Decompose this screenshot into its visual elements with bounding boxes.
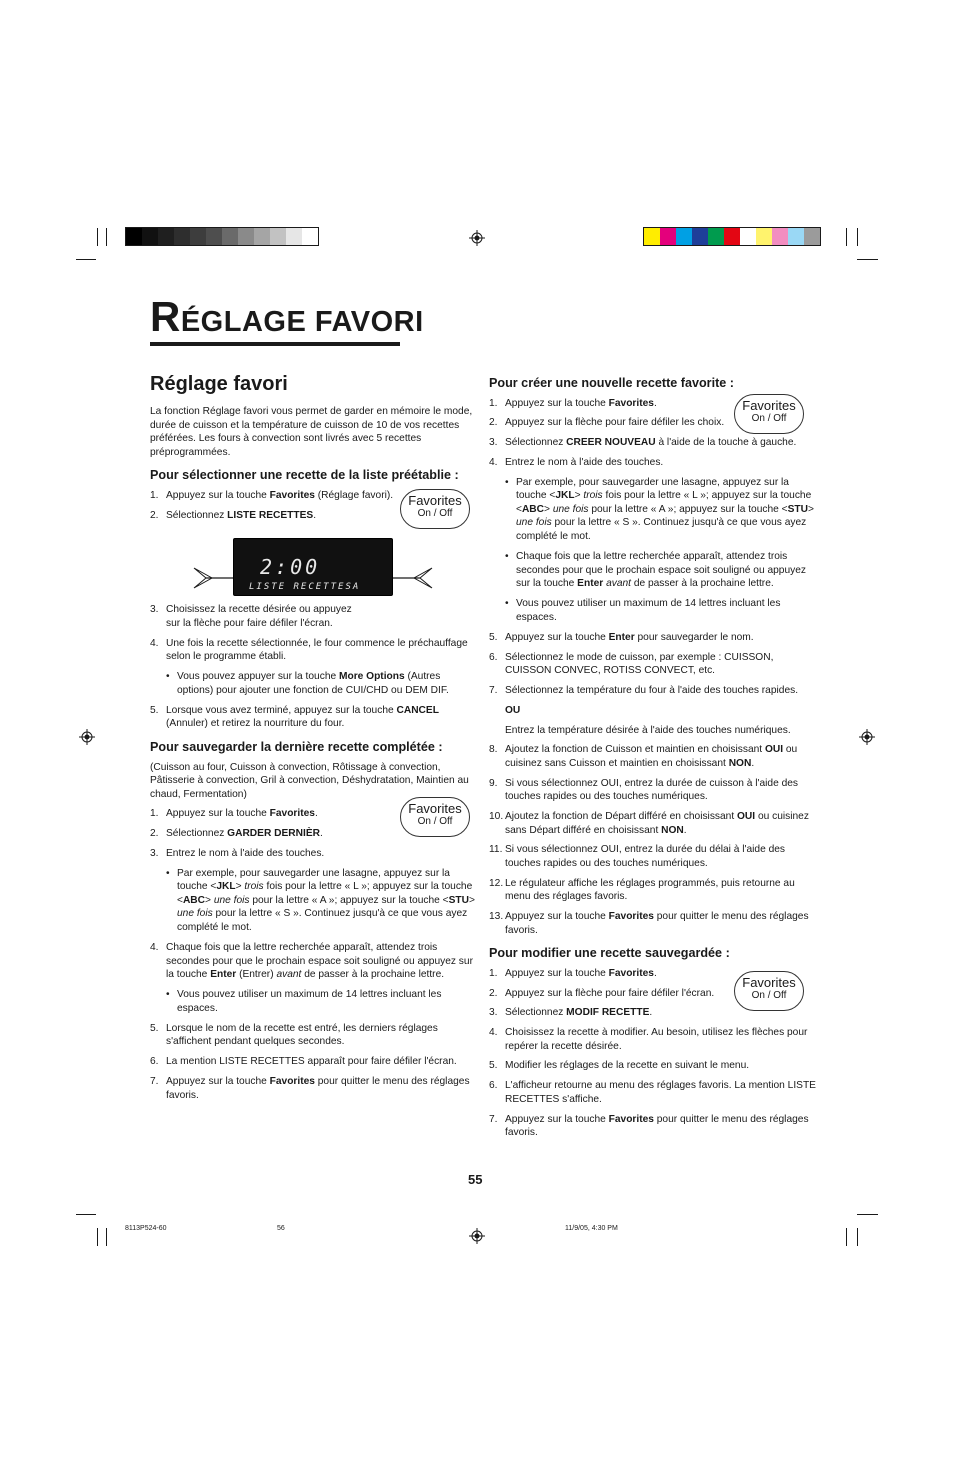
list-item: • Par exemple, pour sauvegarder une lasagne, appuyez sur la touche <JKL> trois fois pour la lettre « L »; appuyez sur la touche <ABC> une fois pour la lettre « A »; appuyez sur la touche <STU> une fois pour la lettre « S ». Continuez jusqu'à ce que vous ayez complété le mot.: [166, 867, 478, 935]
title-underline: [150, 342, 400, 346]
favorites-label: Favorites: [408, 801, 462, 816]
save-recipe-heading: Pour sauvegarder la dernière recette complétée :: [150, 740, 443, 755]
list-item: 9. Si vous sélectionnez OUI, entrez la durée de cuisson à l'aide des touches rapides ou des touches numériques.: [489, 777, 799, 803]
right-column: [489, 376, 817, 1146]
favorites-label: Favorites: [742, 975, 796, 990]
favorites-button-illustration: [400, 797, 470, 837]
list-item: 5. Modifier les réglages de la recette en suivant le menu.: [489, 1060, 750, 1072]
favorites-label: Favorites: [408, 493, 462, 508]
list-item: • Vous pouvez utiliser un maximum de 14 lettres incluant les espaces.: [505, 597, 817, 624]
color-swatch: [804, 228, 820, 245]
color-swatch: [692, 228, 708, 245]
list-item: 6. L'afficheur retourne au menu des réglages favoris. La mention LISTE RECETTES s'affiche.: [489, 1080, 816, 1105]
list-item: 7. Appuyez sur la touche Favorites pour quitter le menu des réglages favoris.: [489, 1113, 809, 1139]
list-item: 3. Sélectionnez MODIF RECETTE.: [489, 1007, 653, 1019]
list-item: 13. Appuyez sur la touche Favorites pour quitter le menu des réglages favoris.: [489, 911, 809, 936]
intro-paragraph: La fonction Réglage favori vous permet de garder en mémoire le mode, durée de cuisson et la température de cuisson de 10 de vos recettes préférées. Les fours à convection sont livrés avec 5 recettes préprogrammées.: [150, 406, 473, 458]
color-swatch: [708, 228, 724, 245]
list-item: 7. Appuyez sur la touche Favorites pour quitter le menu des réglages favoris.: [150, 1075, 470, 1101]
color-swatch: [302, 228, 318, 245]
list-item: 5. Lorsque vous avez terminé, appuyez sur la touche CANCEL (Annuler) et retirez la nourriture du four.: [150, 704, 439, 730]
list-item: 1. Appuyez sur la touche Favorites.: [489, 967, 657, 979]
or-alternative-text: Entrez la température désirée à l'aide des touches numériques.: [505, 724, 791, 736]
list-item: 4. Une fois la recette sélectionnée, le four commence le préchauffage selon le programme établi.: [150, 637, 468, 663]
color-calibration-bar: [643, 227, 821, 246]
color-swatch: [238, 228, 254, 245]
favorites-sublabel: On / Off: [751, 990, 787, 1001]
list-item: • Vous pouvez utiliser un maximum de 14 lettres incluant les espaces.: [166, 988, 478, 1015]
list-item: 8. Ajoutez la fonction de Cuisson et maintien en choisissant OUI ou cuisinez sans Cuisson et maintien en choisissant NON.: [489, 744, 798, 769]
color-swatch: [676, 228, 692, 245]
color-swatch: [788, 228, 804, 245]
favorites-button-illustration: [734, 971, 804, 1011]
select-recipe-heading: Pour sélectionner une recette de la liste préétablie :: [150, 468, 459, 483]
list-item: 2. Sélectionnez LISTE RECETTES.: [150, 509, 317, 521]
list-item: 7. Sélectionnez la température du four à l'aide des touches rapides.: [489, 685, 799, 697]
list-item: • Vous pouvez appuyer sur la touche More Options (Autres options) pour ajouter une fonction de CUI/CHD ou DEM DIF.: [166, 670, 478, 697]
list-item: 12. Le régulateur affiche les réglages programmés, puis retourne au menu des réglages favoris.: [489, 877, 795, 903]
favorites-sublabel: On / Off: [751, 413, 787, 424]
color-swatch: [142, 228, 158, 245]
create-recipe-heading: Pour créer une nouvelle recette favorite :: [489, 376, 734, 390]
page-title-rest: ÉGLAGE FAVORI: [180, 306, 424, 338]
favorites-label: Favorites: [742, 398, 796, 413]
color-swatch: [206, 228, 222, 245]
save-note: (Cuisson au four, Cuisson à convection, Rôtissage à convection, Pâtisserie à convection, Gril à convection, Déshydratation, Maintien au chaud, Fermentation): [150, 761, 469, 800]
color-swatch: [158, 228, 174, 245]
favorites-button-illustration: [400, 489, 470, 529]
section-heading: Réglage favori: [150, 373, 288, 395]
list-item: 1. Appuyez sur la touche Favorites (Réglage favori).: [150, 489, 394, 501]
list-item: 5. Appuyez sur la touche Enter pour sauvegarder le nom.: [489, 632, 754, 644]
list-item: • Chaque fois que la lettre recherchée apparaît, attendez trois secondes pour que le prochain espace soit souligné ou appuyez sur la touche Enter avant de passer à la prochaine lettre.: [505, 550, 817, 591]
footer-timestamp: 11/9/05, 4:30 PM: [565, 1225, 618, 1232]
list-item: 2. Appuyez sur la flèche pour faire défiler les choix.: [489, 417, 725, 429]
color-swatch: [644, 228, 660, 245]
color-swatch: [286, 228, 302, 245]
color-swatch: [740, 228, 756, 245]
color-swatch: [222, 228, 238, 245]
color-swatch: [724, 228, 740, 245]
modify-recipe-heading: Pour modifier une recette sauvegardée :: [489, 946, 730, 961]
or-separator: OU: [505, 705, 521, 716]
registration-mark-icon: [469, 230, 485, 246]
left-column: [150, 372, 478, 1108]
color-swatch: [174, 228, 190, 245]
grayscale-color-bar: [125, 227, 319, 246]
list-item: • Par exemple, pour sauvegarder une lasagne, appuyez sur la touche <JKL> trois fois pour la lettre « L »; appuyez sur la touche <ABC> une fois pour la lettre « A »; appuyez sur la touche <STU> une fois pour la lettre « S ». Continuez jusqu'à ce que vous ayez complété le mot.: [505, 476, 817, 544]
registration-mark-icon: [469, 1228, 485, 1244]
color-swatch: [772, 228, 788, 245]
registration-mark-icon: [79, 729, 95, 745]
color-swatch: [190, 228, 206, 245]
page-title-initial: R: [150, 293, 181, 340]
page-title: [150, 293, 424, 340]
color-swatch: [270, 228, 286, 245]
list-item: 6. La mention LISTE RECETTES apparaît pour faire défiler l'écran.: [150, 1056, 457, 1068]
favorites-button-illustration: [734, 394, 804, 434]
color-swatch: [756, 228, 772, 245]
list-item: 11. Si vous sélectionnez OUI, entrez la durée du délai à l'aide des touches rapides ou des touches numériques.: [489, 844, 786, 869]
footer-file-id: 8113P524-60: [125, 1225, 167, 1232]
list-item: 4. Choisissez la recette à modifier. Au besoin, utilisez les flèches pour repérer la recette désirée.: [489, 1027, 808, 1052]
list-item: 6. Sélectionnez le mode de cuisson, par exemple : CUISSON, CUISSON CONVEC, ROTISS CONVECT, etc.: [489, 651, 774, 677]
list-item: 1. Appuyez sur la touche Favorites.: [489, 397, 657, 409]
oven-display-screen: [233, 538, 393, 596]
list-item: 4. Chaque fois que la lettre recherchée apparaît, attendez trois secondes pour que le prochain espace soit souligné ou appuyez sur la touche Enter (Entrer) avant de passer à la prochaine lettre.: [150, 942, 473, 981]
list-item: 3. Entrez le nom à l'aide des touches.: [150, 847, 325, 859]
footer-page: 56: [277, 1225, 285, 1232]
list-item: 3. Choisissez la recette désirée ou appuyez sur la flèche pour faire défiler l'écran.: [150, 604, 352, 630]
registration-mark-icon: [859, 729, 875, 745]
color-swatch: [254, 228, 270, 245]
favorites-sublabel: On / Off: [417, 508, 453, 519]
oven-display-illustration: [192, 538, 434, 596]
list-item: 2. Appuyez sur la flèche pour faire défiler l'écran.: [489, 987, 715, 999]
list-item: 4. Entrez le nom à l'aide des touches.: [489, 456, 664, 468]
list-item: 10. Ajoutez la fonction de Départ différé en choisissant OUI ou cuisinez sans Départ différé en choisissant NON.: [489, 810, 809, 836]
list-item: 3. Sélectionnez CREER NOUVEAU à l'aide de la touche à gauche.: [489, 437, 797, 449]
color-swatch: [126, 228, 142, 245]
favorites-sublabel: On / Off: [417, 816, 453, 827]
color-swatch: [660, 228, 676, 245]
list-item: 2. Sélectionnez GARDER DERNIÈR.: [150, 828, 323, 840]
list-item: 5. Lorsque le nom de la recette est entré, les derniers réglages s'affichent pendant quelques secondes.: [150, 1022, 438, 1048]
display-text: LISTE RECETTESA: [249, 582, 361, 592]
display-time: 2:00: [260, 555, 321, 579]
list-item: 1. Appuyez sur la touche Favorites.: [150, 808, 318, 820]
page-number: 55: [468, 1172, 483, 1187]
